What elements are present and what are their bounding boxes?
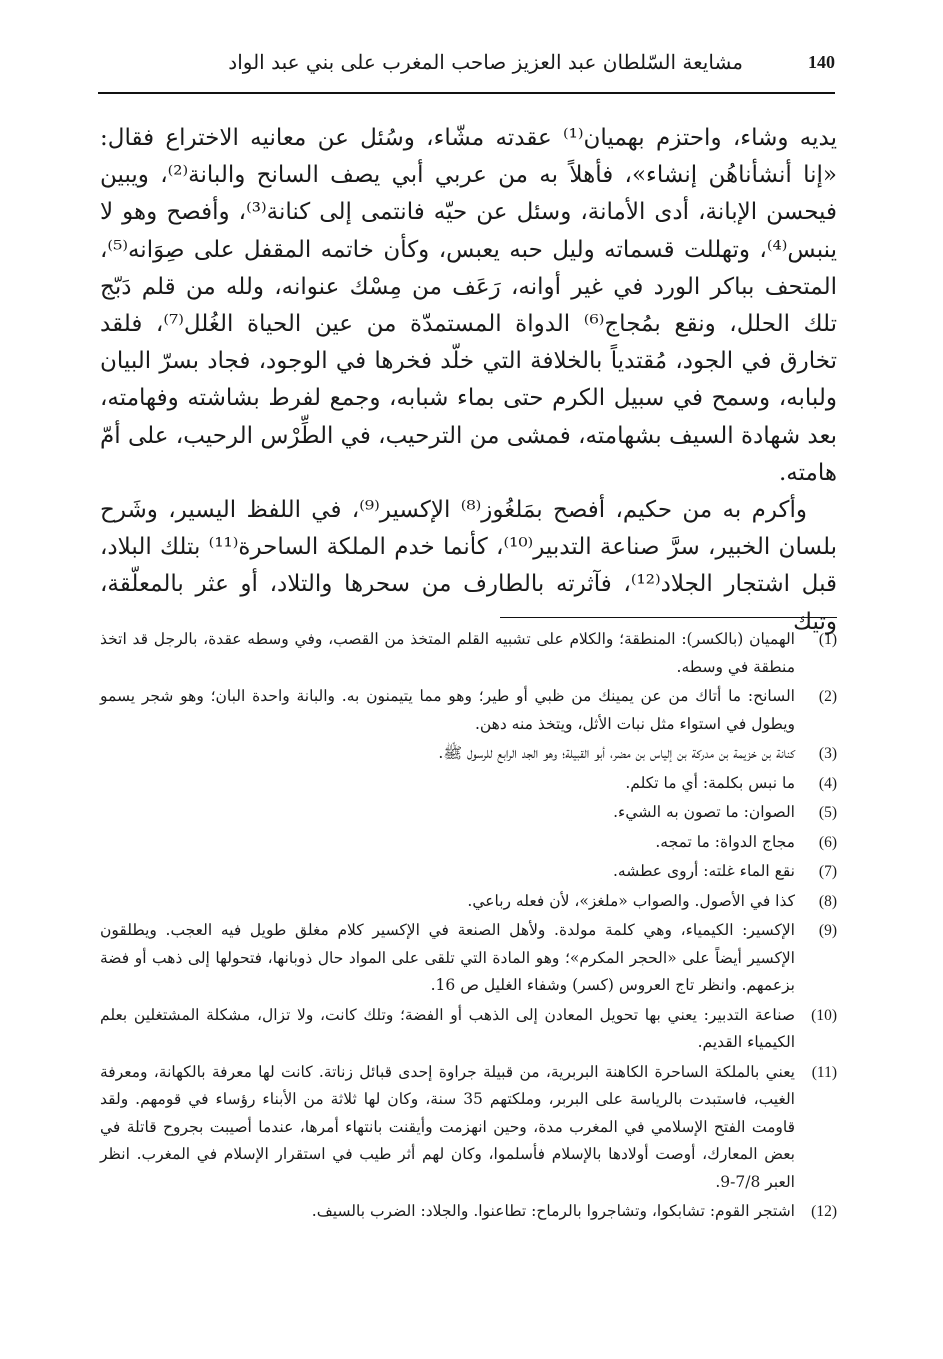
footnote [100, 799, 837, 827]
footnote-number: (1) [818, 631, 837, 648]
footnote-text: صناعة التدبير: يعني بها تحويل المعادن إلى الذهب أو الفضة؛ وتلك كانت، ولا تزال، مشكلة المشتغلين بعلم الكيمياء القديم. [100, 1005, 795, 1051]
footnote [100, 829, 837, 857]
footnote-number: (4) [818, 774, 837, 792]
paragraph: يديه وشاء، واحتزم بهميان⁽¹⁾ عقدته مشّاء، وسُئل عن معانيه الاختراع فقال: «إنا أنشأناهُن إنشاء»، فأهلاً به من عربي أبي يصف السانح والبانة⁽²⁾، ويبين فيحسن الإبانة، أدى الأمانة، وسئل عن حيّه فانتمى إلى كنانة⁽³⁾، وأفصح وهو لا ينبس⁽⁴⁾، وتهللت قسماته وليل حبه يعبس، وكأن خاتمه المقفل على صِوَانه⁽⁵⁾، المتحف بباكر الورد في غير أوانه، رَعَف من مِسْك عنوانه، ولله من قلم دَبّج تلك الحلل، ونقع بمُجاج⁽⁶⁾ الدواة المستمدّة من عين الحياة الغُلل⁽⁷⁾، فلقد تخارق في الجود، مُقتدياً بالخلافة التي خلّد فخرها في الوجود، فجاد بسرّ البيان ولبابه، وسمح في سبيل الكرم حتى بماء شبابه، وجمع لفرط بشاشته وفهامته، بعد شهادة السيف بشهامته، فمشى من الترحيب، في الطِّرْس الرحيب، على أمّ هامته. [100, 125, 838, 486]
footnote-number: (10) [811, 1006, 837, 1024]
footnote [100, 1059, 837, 1197]
footnote-text: الإكسير: الكيمياء، وهي كلمة مولدة. ولأهل الصنعة في الإكسير كلام مغلق طويل فيه العجب. ويطلقون الإكسير أيضاً على «الحجر المكرم»؛ وهو المادة التي تلقى على المواد حال ذوبانها، فتحولها إلى ذهب أو فضة بزعمهم. وانظر تاج العروس (كسر) وشفاء الغليل ص 16. [100, 921, 795, 994]
footnote-text: يعني بالملكة الساحرة الكاهنة البربرية، من قبيلة جراوة إحدى قبائل زناتة. كانت لها معرفة بالكهانة، ومعرفة الغيب، فاستبدت بالرياسة على البربر، وملكتهم 35 سنة، وكان لها ثلاثة من الأبناء رؤساء في قومهم. ولقد قاومت الفتح الإسلامي في المغرب مدة، وحين انهزمت وأيقنت بانتهاء أمرها، عندما أصيبت بجروح قاتلة في بعض المعارك، أوصت أولادها بالإسلام فأسلموا، وكان لهم أثر طيب في استقرار الإسلام في المغرب. انظر العبر 7/8-9. [100, 1062, 795, 1191]
footnote-number: (9) [818, 922, 837, 939]
footnote [100, 917, 837, 1000]
footnote [100, 683, 837, 738]
main-text [100, 120, 837, 641]
footnote-text: كنانة بن خزيمة بن مدركة بن إلياس بن مضر، أبو القبيلة؛ وهو الجد الرابع للرسول ﷺ. [438, 744, 795, 762]
footnote-number: (2) [818, 688, 837, 705]
footnote-number: (7) [818, 863, 837, 880]
footnote-text: كذا في الأصول. والصواب «ملغز»، لأن فعله رباعي. [467, 891, 795, 910]
footnote-text: الصوان: ما تصون به الشيء. [613, 803, 795, 821]
footnote [100, 1002, 837, 1057]
footnote-text: السانح: ما أتاك من عن يمينك من ظبي أو طير؛ وهو مما يتيمنون به. والبانة واحدة البان؛ وهو شجر يسمو ويطول في استواء مثل نبات الأثل، ويتخذ منه دهن. [100, 687, 795, 733]
footnote-text: مجاج الدواة: ما تمجه. [655, 832, 795, 851]
footnote [100, 770, 837, 798]
footnote-text: ما نبس بكلمة: أي ما تكلم. [625, 773, 795, 792]
footnote-number: (6) [818, 833, 837, 851]
footnote [100, 858, 837, 886]
footnote-number: (5) [818, 804, 837, 821]
footnote-number: (11) [811, 1063, 837, 1081]
page-number: 140 [808, 52, 835, 72]
footnote [100, 740, 837, 768]
running-title: مشايعة السّلطان عبد العزيز صاحب المغرب على بني عبد الواد [228, 50, 743, 74]
footnote [100, 888, 837, 916]
footnote [100, 626, 837, 681]
footnote-text: الهميان (بالكسر): المنطقة؛ والكلام على تشبيه القلم المتخذ من القصب، وفي وسطه عقدة، بالرجل قد اتخذ منطقة في وسطه. [100, 630, 795, 676]
footnote-number: (8) [818, 892, 837, 910]
footnote-number: (3) [818, 745, 837, 762]
header-rule [98, 92, 835, 94]
footnote [100, 1198, 837, 1226]
footnote-number: (12) [811, 1203, 837, 1220]
footnote-separator [500, 617, 837, 618]
footnote-text: اشتجر القوم: تشابكوا، وتشاجروا بالرماح: تطاعنوا. والجلاد: الضرب بالسيف. [311, 1202, 795, 1220]
footnotes [100, 626, 837, 1228]
footnote-text: نقع الماء غلته: أروى عطشه. [613, 862, 795, 880]
page-header [98, 44, 835, 84]
paragraph: وأكرم به من حكيم، أفصح بمَلغُوز⁽⁸⁾ الإكسير⁽⁹⁾، في اللفظ اليسير، وشَرح بلسان الخبير، سرَّ صناعة التدبير⁽¹⁰⁾، كأنما خدم الملكة الساحرة⁽¹¹⁾ بتلك البلاد، قبل اشتجار الجلاد⁽¹²⁾، فآثرته بالطارف من سحرها والتلاد، أو عثر بالمعلّقة، وتيك [100, 497, 837, 635]
